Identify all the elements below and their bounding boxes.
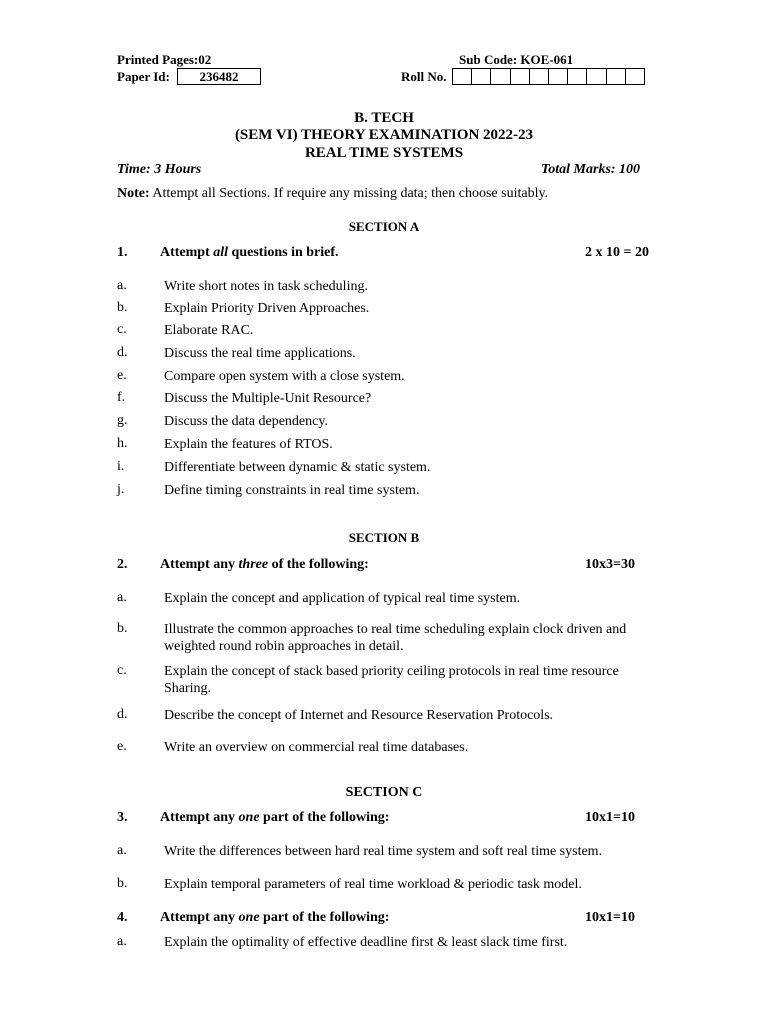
item-letter: b. (117, 876, 128, 891)
note (117, 186, 548, 202)
item-letter: c. (117, 663, 127, 678)
roll-no-cell (511, 68, 530, 85)
item-letter: f. (117, 390, 126, 405)
question-number: 3. (117, 810, 128, 825)
question-marks: 10x3=30 (585, 557, 635, 572)
question-item: Discuss the data dependency. (164, 414, 328, 429)
time-allowed: Time: 3 Hours (117, 162, 202, 177)
roll-no-cell (587, 68, 606, 85)
paper-id-box: 236482 (177, 68, 261, 85)
item-letter: i. (117, 459, 125, 474)
item-letter: d. (117, 345, 128, 360)
question-item: Explain temporal parameters of real time workload & periodic task model. (164, 877, 582, 892)
question-number: 4. (117, 910, 128, 925)
roll-no-cell (452, 68, 472, 85)
question-item: Explain the concept and application of typical real time system. (164, 591, 521, 606)
question-item: Illustrate the common approaches to real time scheduling explain clock driven and weighted round robin approaches in detail. (164, 622, 627, 654)
question-item: Discuss the Multiple-Unit Resource? (164, 391, 372, 406)
item-letter: a. (117, 934, 127, 949)
section-c-heading: SECTION C (345, 785, 423, 800)
exam-title: (SEM VI) THEORY EXAMINATION 2022-23 (234, 127, 534, 143)
question-item: Differentiate between dynamic & static system. (164, 460, 431, 475)
item-letter: a. (117, 590, 127, 605)
item-letter: g. (117, 413, 128, 428)
question-item: Compare open system with a close system. (164, 369, 405, 384)
roll-no-cell (607, 68, 626, 85)
question-instruction: Attempt any three of the following: (160, 557, 369, 572)
section-b-heading: SECTION B (348, 530, 420, 545)
question-item: Explain the optimality of effective deadline first & least slack time first. (164, 935, 568, 950)
roll-no-cell (568, 68, 587, 85)
item-letter: e. (117, 368, 127, 383)
question-marks: 10x1=10 (585, 910, 635, 925)
question-item: Explain the concept of stack based priority ceiling protocols in real time resource Sharing. (164, 664, 619, 696)
question-item: Define timing constraints in real time system. (164, 483, 420, 498)
note-text: Attempt all Sections. If require any missing data; then choose suitably. (152, 186, 549, 201)
roll-no-label: Roll No. (401, 69, 447, 84)
question-item: Explain the features of RTOS. (164, 437, 333, 452)
roll-no-cell (626, 68, 645, 85)
degree-title: B. TECH (354, 110, 414, 126)
total-marks: Total Marks: 100 (541, 162, 641, 177)
question-item: Write short notes in task scheduling. (164, 279, 368, 294)
question-item: Describe the concept of Internet and Resource Reservation Protocols. (164, 708, 554, 723)
item-letter: j. (117, 482, 125, 497)
question-item: Discuss the real time applications. (164, 346, 356, 361)
question-instruction: Attempt all questions in brief. (160, 245, 339, 260)
question-item: Elaborate RAC. (164, 323, 254, 338)
roll-no-cell (549, 68, 568, 85)
question-number: 2. (117, 557, 128, 572)
note-label: Note: (117, 186, 150, 201)
question-marks: 2 x 10 = 20 (585, 245, 649, 260)
sub-code: Sub Code: KOE-061 (459, 52, 574, 67)
item-letter: e. (117, 739, 127, 754)
item-letter: b. (117, 621, 128, 636)
item-letter: c. (117, 322, 127, 337)
item-letter: a. (117, 278, 127, 293)
paper-id-label: Paper Id: (117, 69, 170, 84)
question-item: Write an overview on commercial real time databases. (164, 740, 469, 755)
question-instruction: Attempt any one part of the following: (160, 910, 390, 925)
item-letter: a. (117, 843, 127, 858)
roll-no-cell (472, 68, 491, 85)
question-marks: 10x1=10 (585, 810, 635, 825)
question-item: Write the differences between hard real time system and soft real time system. (164, 844, 603, 859)
item-letter: h. (117, 436, 128, 451)
printed-pages: Printed Pages:02 (117, 52, 212, 67)
roll-no-boxes (452, 68, 645, 85)
roll-no-cell (491, 68, 510, 85)
section-a-heading: SECTION A (348, 219, 420, 234)
question-number: 1. (117, 245, 128, 260)
question-item: Explain Priority Driven Approaches. (164, 301, 370, 316)
roll-no-cell (530, 68, 549, 85)
item-letter: d. (117, 707, 128, 722)
item-letter: b. (117, 300, 128, 315)
question-instruction: Attempt any one part of the following: (160, 810, 390, 825)
subject-title: REAL TIME SYSTEMS (304, 145, 464, 161)
